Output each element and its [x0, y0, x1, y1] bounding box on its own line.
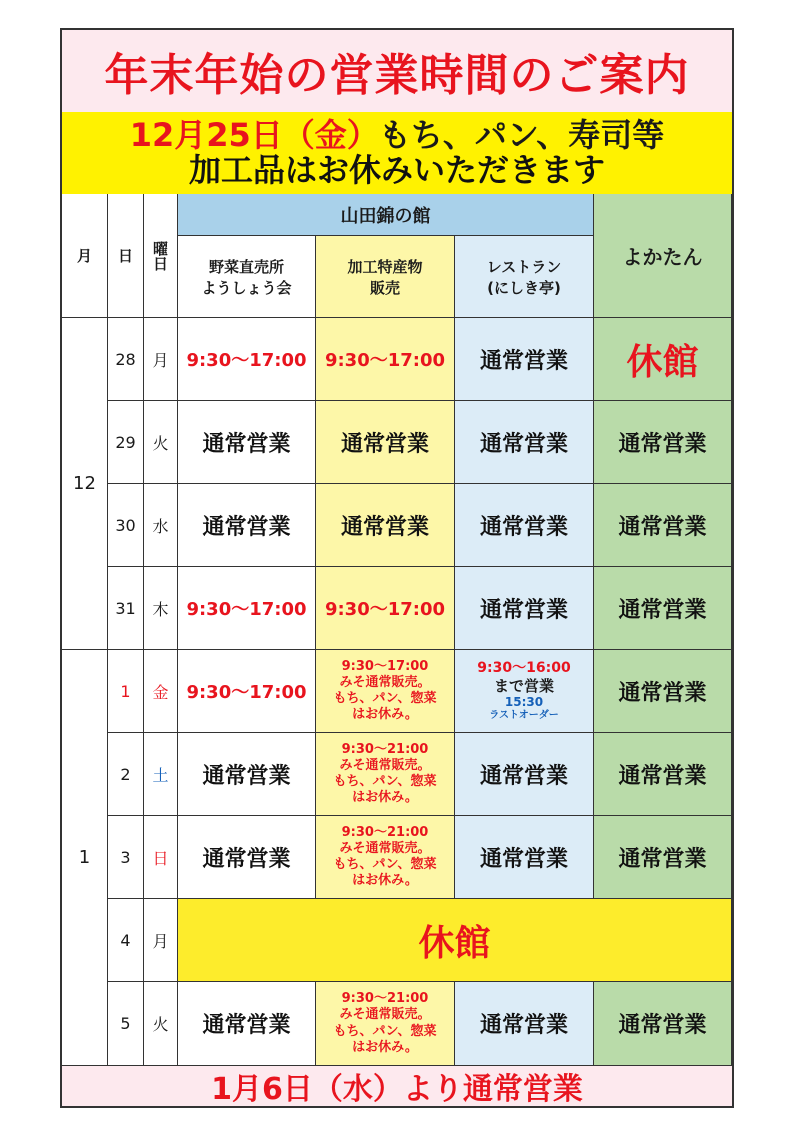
cell-processed: 9:30～17:00 — [316, 318, 455, 401]
cell-restaurant: 通常営業 — [455, 982, 594, 1066]
month-december-label: 12 — [73, 473, 96, 494]
header-group-label: 山田錦の館 — [340, 205, 431, 227]
row-day: 30 — [108, 484, 144, 567]
cell-processed: 通常営業 — [316, 401, 455, 484]
row-day: 5 — [108, 982, 144, 1066]
cell-processed: 9:30～21:00 みそ通常販売。 もち、パン、惣菜 はお休み。 — [316, 982, 455, 1066]
cell-yokatan: 通常営業 — [594, 733, 732, 816]
header-weekday — [144, 194, 178, 318]
cell-yokatan: 通常営業 — [594, 816, 732, 899]
row-day: 31 — [108, 567, 144, 650]
cell-processed: 9:30～21:00 みそ通常販売。 もち、パン、惣菜 はお休み。 — [316, 816, 455, 899]
cell-vegetable: 通常営業 — [178, 733, 316, 816]
header-col-yokatan — [594, 194, 732, 318]
cell-vegetable: 通常営業 — [178, 982, 316, 1066]
cell-yokatan-closed: 休館 — [594, 318, 732, 401]
cell-processed: 9:30～21:00 みそ通常販売。 もち、パン、惣菜 はお休み。 — [316, 733, 455, 816]
all-closed-cell: 休館 — [178, 899, 732, 982]
row-day: 4 — [108, 899, 144, 982]
row-day: 2 — [108, 733, 144, 816]
header-day — [108, 194, 144, 318]
cell-yokatan: 通常営業 — [594, 401, 732, 484]
row-weekday: 火 — [144, 401, 178, 484]
cell-restaurant — [455, 650, 594, 733]
cell-restaurant: 通常営業 — [455, 318, 594, 401]
title-text: 年末年始の営業時間のご案内 — [104, 50, 690, 101]
last-order-label: ラストオーダー — [489, 709, 559, 721]
row-weekday: 月 — [144, 318, 178, 401]
header-day-label: 日 — [117, 247, 133, 265]
cell-yokatan: 通常営業 — [594, 982, 732, 1066]
cell-restaurant: 通常営業 — [455, 816, 594, 899]
row-weekday: 木 — [144, 567, 178, 650]
notice-date: 12月25日（金） — [129, 115, 379, 154]
cell-vegetable: 9:30～17:00 — [178, 318, 316, 401]
cell-yokatan: 通常営業 — [594, 484, 732, 567]
header-col-restaurant: レストラン (にしき亭) — [455, 236, 594, 318]
row-day: 29 — [108, 401, 144, 484]
row-weekday: 水 — [144, 484, 178, 567]
header-col-processed: 加工特産物 販売 — [316, 236, 455, 318]
row-weekday: 日 — [144, 816, 178, 899]
cell-restaurant: 通常営業 — [455, 401, 594, 484]
cell-processed: 通常営業 — [316, 484, 455, 567]
footer-notice — [62, 1066, 732, 1106]
cell-yokatan: 通常営業 — [594, 650, 732, 733]
row-weekday: 金 — [144, 650, 178, 733]
header-month — [62, 194, 108, 318]
notice-line-2: 加工品はお休みいただきます — [188, 151, 605, 189]
cell-vegetable: 通常営業 — [178, 816, 316, 899]
header-month-label: 月 — [76, 247, 92, 265]
month-january-label: 1 — [78, 847, 91, 868]
row-weekday: 土 — [144, 733, 178, 816]
notice-items: もち、パン、寿司等 — [378, 115, 665, 154]
row-day: 28 — [108, 318, 144, 401]
month-december — [62, 318, 108, 650]
cell-restaurant: 通常営業 — [455, 484, 594, 567]
row-weekday: 火 — [144, 982, 178, 1066]
cell-restaurant: 通常営業 — [455, 567, 594, 650]
restaurant-hours: 9:30～16:00 — [477, 660, 571, 677]
footer-text: 1月6日（水）より通常営業 — [211, 1072, 583, 1107]
restaurant-until: まで営業 — [493, 677, 554, 696]
cell-vegetable: 通常営業 — [178, 484, 316, 567]
last-order-time: 15:30 — [504, 695, 544, 710]
cell-vegetable: 9:30～17:00 — [178, 567, 316, 650]
month-january — [62, 650, 108, 1066]
row-day: 3 — [108, 816, 144, 899]
header-weekday-label: 曜日 — [151, 240, 169, 271]
poster-title — [62, 30, 732, 114]
cell-yokatan: 通常営業 — [594, 567, 732, 650]
cell-processed: 9:30～17:00 みそ通常販売。 もち、パン、惣菜 はお休み。 — [316, 650, 455, 733]
cell-restaurant: 通常営業 — [455, 733, 594, 816]
row-weekday: 月 — [144, 899, 178, 982]
header-group — [178, 194, 594, 236]
notice-line-1 — [129, 115, 665, 154]
header-col-vegetable: 野菜直売所 ようしょう会 — [178, 236, 316, 318]
cell-vegetable: 9:30～17:00 — [178, 650, 316, 733]
cell-vegetable: 通常営業 — [178, 401, 316, 484]
row-day: 1 — [108, 650, 144, 733]
cell-processed: 9:30～17:00 — [316, 567, 455, 650]
notice-banner — [62, 112, 732, 196]
header-yokatan-label: よかたん — [622, 245, 703, 269]
